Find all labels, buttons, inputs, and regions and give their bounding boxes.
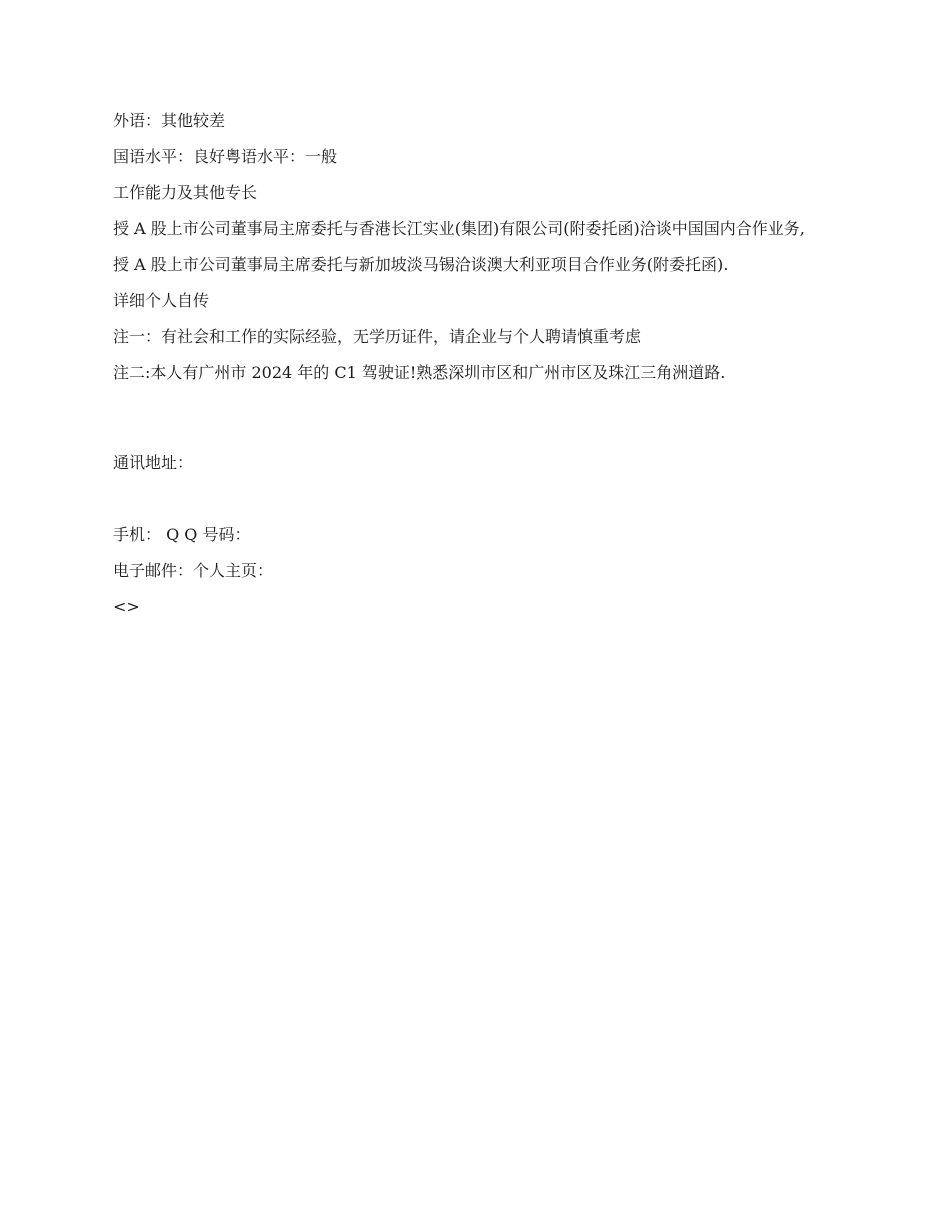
- address-label: 通讯地址：: [113, 453, 194, 472]
- email-homepage-line: 电子邮件：个人主页：: [113, 561, 274, 580]
- note-1: 注一：有社会和工作的实际经验，无学历证件，请企业与个人聘请慎重考虑: [113, 327, 642, 346]
- document-body: [113, 112, 838, 634]
- skills-heading: 工作能力及其他专长: [113, 183, 258, 202]
- foreign-language-line: 外语：其他较差: [113, 111, 226, 130]
- dialect-level-line: 国语水平：良好粤语水平：一般: [113, 147, 338, 166]
- phone-qq-line: 手机： Q Q 号码：: [113, 525, 251, 544]
- angle-brackets: <>: [113, 597, 140, 616]
- authorization-line-1: 授 A 股上市公司董事局主席委托与香港长江实业(集团)有限公司(附委托函)洽谈中国国内合作业务,: [113, 219, 805, 238]
- bio-heading: 详细个人自传: [113, 291, 210, 310]
- note-2: 注二:本人有广州市 2024 年的 C1 驾驶证!熟悉深圳市区和广州市区及珠江三角洲道路.: [113, 363, 726, 382]
- authorization-line-2: 授 A 股上市公司董事局主席委托与新加坡淡马锡洽谈澳大利亚项目合作业务(附委托函).: [113, 255, 729, 274]
